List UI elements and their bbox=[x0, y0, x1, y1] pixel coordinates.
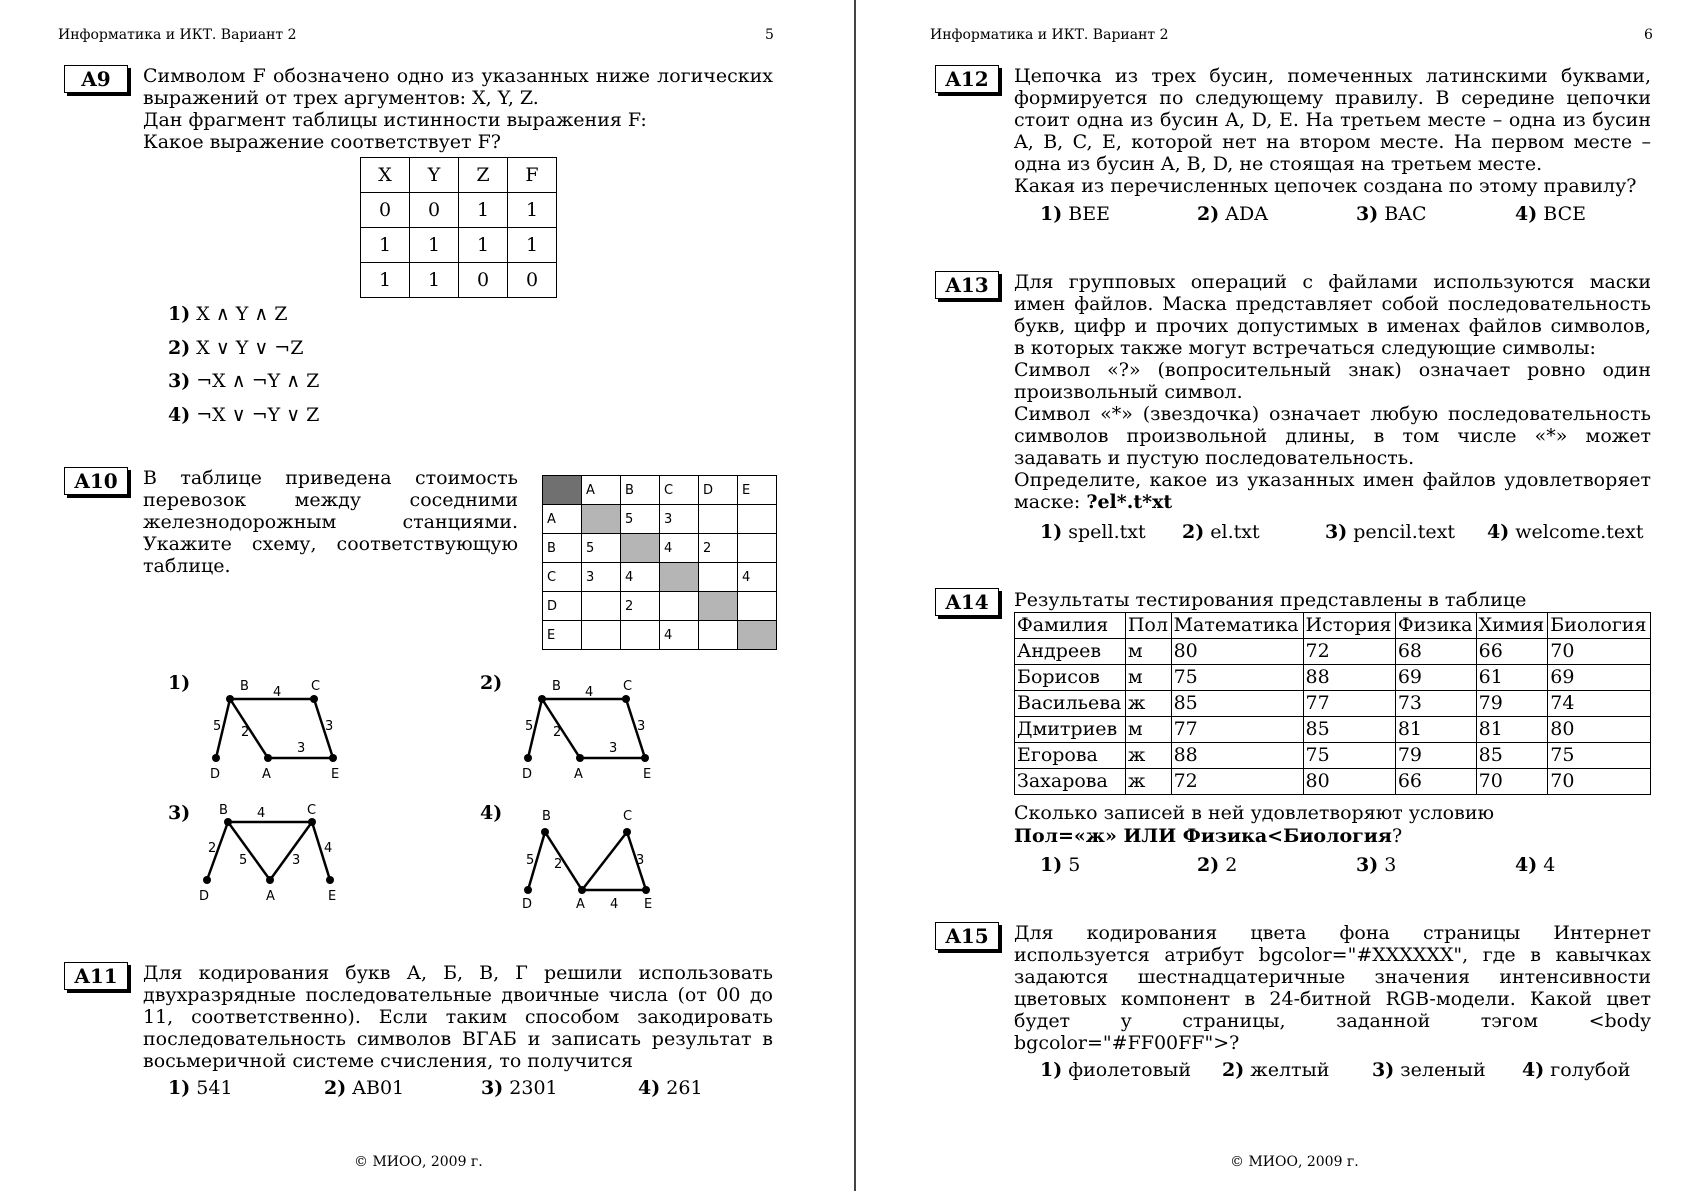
truth-table-cell: 0 bbox=[508, 263, 557, 298]
a13-mask: ?el*.t*xt bbox=[1086, 491, 1173, 513]
a13-line: Определите, какое из указанных имен файлов удовлетворяет bbox=[1014, 469, 1651, 491]
question-label-a12: A12 bbox=[935, 65, 999, 93]
a14-condition-end: ? bbox=[1391, 825, 1403, 847]
option-text: фиолетовый bbox=[1068, 1059, 1191, 1081]
question-label-a9: A9 bbox=[64, 65, 128, 93]
option-text: ADA bbox=[1225, 203, 1268, 225]
a13-line: Символ «?» (вопросительный знак) означает ровно один bbox=[1014, 359, 1651, 381]
a12-line: формируется по следующему правилу. В середине цепочки bbox=[1014, 87, 1651, 109]
table-cell: Дмитриев bbox=[1015, 717, 1126, 743]
a15-option-2[interactable] bbox=[1222, 1059, 1329, 1081]
graph-weight-label: 4 bbox=[324, 841, 333, 856]
truth-table-cell: 1 bbox=[459, 228, 508, 263]
a10-line: В таблице приведена стоимость bbox=[143, 467, 518, 489]
left-page-number: 5 bbox=[765, 27, 774, 43]
option-text: BCE bbox=[1543, 203, 1586, 225]
graph-node-label: A bbox=[574, 767, 583, 782]
a15-line: будет у страницы, заданной тэгом <body bbox=[1014, 1010, 1651, 1032]
truth-table-cell: 1 bbox=[361, 228, 410, 263]
a15-line: цветовых компонент в 24-битной RGB-модели. Какой цвет bbox=[1014, 988, 1651, 1010]
truth-table-cell: 0 bbox=[361, 193, 410, 228]
a14-condition: Пол=«ж» ИЛИ Физика<Биология bbox=[1014, 825, 1392, 847]
results-table-header-row bbox=[1015, 613, 1651, 639]
a15-option-3[interactable] bbox=[1372, 1059, 1486, 1081]
a9-option-1[interactable] bbox=[168, 303, 288, 325]
table-cell: 88 bbox=[1171, 743, 1303, 769]
a9-line: Символом F обозначено одно из указанных ниже логических bbox=[143, 65, 773, 87]
results-table-header: Пол bbox=[1125, 613, 1171, 639]
table-cell: ж bbox=[1125, 691, 1171, 717]
graph-weight-label: 2 bbox=[554, 857, 563, 872]
cost-table-cell bbox=[660, 592, 699, 621]
table-cell: Егорова bbox=[1015, 743, 1126, 769]
option-number: 1) bbox=[1040, 1059, 1063, 1081]
results-table bbox=[1014, 612, 1651, 795]
cost-table-header: E bbox=[738, 476, 777, 505]
graph-weight-label: 2 bbox=[241, 725, 250, 740]
table-cell: 75 bbox=[1303, 743, 1395, 769]
cost-table-row-label: D bbox=[543, 592, 582, 621]
option-text: AB01 bbox=[352, 1077, 405, 1099]
a11-option-4[interactable] bbox=[638, 1077, 703, 1099]
table-cell: 69 bbox=[1548, 665, 1651, 691]
option-number: 1) bbox=[168, 1077, 191, 1099]
a12-line: Цепочка из трех бусин, помеченных латинскими буквами, bbox=[1014, 65, 1651, 87]
a13-mask-prefix: маске: bbox=[1014, 491, 1081, 513]
a14-intro: Результаты тестирования представлены в таблице bbox=[1014, 589, 1527, 611]
table-cell: 66 bbox=[1395, 769, 1476, 795]
cost-table-cell: 5 bbox=[621, 505, 660, 534]
results-table-header: Математика bbox=[1171, 613, 1303, 639]
table-cell: 72 bbox=[1303, 639, 1395, 665]
option-number: 3) bbox=[481, 1077, 504, 1099]
option-number: 4) bbox=[638, 1077, 661, 1099]
cost-table-row-label: A bbox=[543, 505, 582, 534]
a15-line: задаются шестнадцатеричные значения интенсивности bbox=[1014, 966, 1651, 988]
option-number: 2) bbox=[1197, 203, 1220, 225]
a13-line: имен файлов. Маска представляет собой последовательность bbox=[1014, 293, 1651, 315]
option-number: 3) bbox=[168, 370, 191, 392]
graph-node-label: D bbox=[522, 897, 533, 912]
truth-table bbox=[360, 157, 557, 298]
cost-table-cell: 5 bbox=[582, 534, 621, 563]
cost-table-header: B bbox=[621, 476, 660, 505]
graph-node-label: C bbox=[623, 679, 633, 694]
option-number: 1) bbox=[1040, 203, 1063, 225]
truth-table-cell: 1 bbox=[508, 193, 557, 228]
table-cell: 85 bbox=[1303, 717, 1395, 743]
a9-line: выражений от трех аргументов: X, Y, Z. bbox=[143, 87, 539, 109]
a11-line: последовательность символов ВГАБ и записать результат в bbox=[143, 1028, 773, 1050]
graph-node-label: B bbox=[219, 803, 228, 818]
results-table-header: История bbox=[1303, 613, 1395, 639]
a14-condition-line bbox=[1014, 825, 1402, 847]
cost-table-cell bbox=[582, 505, 621, 534]
truth-table-cell: 0 bbox=[410, 193, 459, 228]
a15-line: Для кодирования цвета фона страницы Интернет bbox=[1014, 922, 1651, 944]
graph-weight-label: 4 bbox=[257, 806, 266, 821]
truth-table-cell: 1 bbox=[361, 263, 410, 298]
a9-option-4[interactable] bbox=[168, 404, 319, 426]
table-cell: 72 bbox=[1171, 769, 1303, 795]
a14-question: Сколько записей в ней удовлетворяют условию bbox=[1014, 802, 1495, 824]
option-text: BAC bbox=[1384, 203, 1427, 225]
option-text: spell.txt bbox=[1068, 521, 1146, 543]
table-cell: 70 bbox=[1548, 769, 1651, 795]
table-cell: 69 bbox=[1395, 665, 1476, 691]
left-footer: © МИОО, 2009 г. bbox=[354, 1154, 483, 1170]
option-text: pencil.text bbox=[1353, 521, 1455, 543]
truth-table-cell: 1 bbox=[508, 228, 557, 263]
a10-line: перевозок между соседними bbox=[143, 489, 518, 511]
option-text: 3 bbox=[1384, 854, 1397, 876]
graph-node-label: B bbox=[542, 809, 551, 824]
table-cell: м bbox=[1125, 665, 1171, 691]
cost-table-cell: 4 bbox=[738, 563, 777, 592]
graph-weight-label: 2 bbox=[208, 841, 217, 856]
option-number: 4) bbox=[1487, 521, 1510, 543]
option-number: 1) bbox=[1040, 521, 1063, 543]
question-label-a14: A14 bbox=[935, 588, 999, 616]
option-number: 2) bbox=[324, 1077, 347, 1099]
a9-line: Дан фрагмент таблицы истинности выражения F: bbox=[143, 109, 647, 131]
cost-table-corner bbox=[543, 476, 582, 505]
a13-option-4[interactable] bbox=[1487, 521, 1643, 543]
graph-weight-label: 4 bbox=[273, 685, 282, 700]
cost-table-header: A bbox=[582, 476, 621, 505]
option-number: 1) bbox=[1040, 854, 1063, 876]
a13-line: букв, цифр и прочих допустимых в именах файлов символов, bbox=[1014, 315, 1651, 337]
cost-table-cell bbox=[738, 592, 777, 621]
a12-option-2[interactable] bbox=[1197, 203, 1268, 225]
cost-table-row-label: C bbox=[543, 563, 582, 592]
results-table-header: Физика bbox=[1395, 613, 1476, 639]
graph-node-label: E bbox=[644, 897, 653, 912]
graph-node-label: A bbox=[576, 897, 585, 912]
cost-table-row-label: B bbox=[543, 534, 582, 563]
cost-table-cell bbox=[582, 592, 621, 621]
a15-text bbox=[1014, 922, 1651, 1054]
cost-table-cell: 4 bbox=[660, 621, 699, 650]
a10-option-3[interactable]: 3) bbox=[168, 802, 191, 824]
graph-node-label: B bbox=[240, 679, 249, 694]
option-number: 3) bbox=[1356, 854, 1379, 876]
a13-mask-line bbox=[1014, 491, 1651, 513]
graph-node-label: D bbox=[522, 767, 533, 782]
a10-text bbox=[143, 467, 518, 577]
a14-option-3[interactable] bbox=[1356, 854, 1396, 876]
graph-weight-label: 3 bbox=[609, 741, 618, 756]
a10-option-1[interactable]: 1) bbox=[168, 672, 191, 694]
question-label-a15: A15 bbox=[935, 922, 999, 950]
table-cell: ж bbox=[1125, 769, 1171, 795]
a15-line: используется атрибут bgcolor="#XXXXXX", где в кавычках bbox=[1014, 944, 1651, 966]
a14-option-4[interactable] bbox=[1515, 854, 1555, 876]
table-cell: 81 bbox=[1395, 717, 1476, 743]
option-text: голубой bbox=[1550, 1059, 1631, 1081]
truth-table-header: Z bbox=[459, 158, 508, 193]
a11-line: двухразрядные последовательные двоичные числа (от 00 до bbox=[143, 984, 773, 1006]
a10-line: Укажите схему, соответствующую bbox=[143, 533, 518, 555]
results-table-header: Химия bbox=[1476, 613, 1548, 639]
truth-table-cell: 1 bbox=[410, 263, 459, 298]
table-cell: 75 bbox=[1548, 743, 1651, 769]
truth-table-cell: 1 bbox=[459, 193, 508, 228]
table-cell: 80 bbox=[1171, 639, 1303, 665]
option-text: желтый bbox=[1250, 1059, 1330, 1081]
cost-table-cell: 3 bbox=[582, 563, 621, 592]
a12-line: одна из бусин A, B, D, не стоящая на третьем месте. bbox=[1014, 153, 1543, 175]
a11-line: Для кодирования букв А, Б, В, Г решили использовать bbox=[143, 962, 773, 984]
option-text: ¬X ∨ ¬Y ∨ Z bbox=[196, 404, 320, 426]
table-cell: 75 bbox=[1171, 665, 1303, 691]
graph-diagram-4 bbox=[512, 802, 672, 912]
a10-option-4[interactable]: 4) bbox=[480, 802, 503, 824]
option-text: el.txt bbox=[1210, 521, 1260, 543]
truth-table-header: F bbox=[508, 158, 557, 193]
table-cell: м bbox=[1125, 639, 1171, 665]
graph-node-label: D bbox=[210, 767, 221, 782]
table-cell: м bbox=[1125, 717, 1171, 743]
cost-table-cell bbox=[699, 563, 738, 592]
graph-weight-label: 5 bbox=[213, 719, 222, 734]
table-row bbox=[1015, 769, 1651, 795]
option-text: 2301 bbox=[509, 1077, 558, 1099]
cost-table-cell bbox=[621, 621, 660, 650]
a12-option-3[interactable] bbox=[1356, 203, 1427, 225]
cost-table-cell bbox=[738, 505, 777, 534]
truth-table-cell: 0 bbox=[459, 263, 508, 298]
a13-line: Символ «*» (звездочка) означает любую последовательность bbox=[1014, 403, 1651, 425]
cost-table-cell: 2 bbox=[699, 534, 738, 563]
right-page-number: 6 bbox=[1644, 27, 1653, 43]
option-number: 1) bbox=[168, 303, 191, 325]
graph-diagram-3 bbox=[192, 800, 352, 910]
a9-option-2[interactable] bbox=[168, 337, 303, 359]
a12-question: Какая из перечисленных цепочек создана по этому правилу? bbox=[1014, 175, 1637, 197]
question-label-a11: A11 bbox=[64, 962, 128, 990]
graph-weight-label: 3 bbox=[636, 853, 645, 868]
option-number: 2) bbox=[1197, 854, 1220, 876]
graph-node-label: E bbox=[643, 767, 652, 782]
cost-table-header: C bbox=[660, 476, 699, 505]
cost-table-row-label: E bbox=[543, 621, 582, 650]
table-cell: 85 bbox=[1476, 743, 1548, 769]
cost-table-cell bbox=[699, 505, 738, 534]
table-cell: Андреев bbox=[1015, 639, 1126, 665]
graph-weight-label: 5 bbox=[525, 719, 534, 734]
option-number: 4) bbox=[168, 404, 191, 426]
cost-table-cell: 4 bbox=[660, 534, 699, 563]
table-cell: 74 bbox=[1548, 691, 1651, 717]
a9-option-3[interactable] bbox=[168, 370, 319, 392]
graph-node-label: C bbox=[307, 803, 317, 818]
results-table-header: Биология bbox=[1548, 613, 1651, 639]
option-number: 3) bbox=[1325, 521, 1348, 543]
table-cell: 77 bbox=[1171, 717, 1303, 743]
option-number: 4) bbox=[1522, 1059, 1545, 1081]
a10-line: таблице. bbox=[143, 555, 231, 577]
table-row bbox=[1015, 743, 1651, 769]
a11-line: 11, соответственно). Если таким способом закодировать bbox=[143, 1006, 773, 1028]
table-cell: Васильева bbox=[1015, 691, 1126, 717]
a13-option-2[interactable] bbox=[1182, 521, 1260, 543]
table-row bbox=[1015, 717, 1651, 743]
cost-table-cell bbox=[699, 592, 738, 621]
table-cell: Захарова bbox=[1015, 769, 1126, 795]
a14-option-1[interactable] bbox=[1040, 854, 1080, 876]
graph-node-label: D bbox=[199, 889, 210, 904]
truth-table-cell: 1 bbox=[410, 228, 459, 263]
a12-line: A, B, C, E, которой нет на втором месте. На первом месте – bbox=[1014, 131, 1651, 153]
table-cell: 61 bbox=[1476, 665, 1548, 691]
table-row bbox=[1015, 691, 1651, 717]
a13-line: задавать и пустую последовательность. bbox=[1014, 447, 1415, 469]
question-label-a10: A10 bbox=[64, 467, 128, 495]
a13-line: символов произвольной длины, в том числе «*» может bbox=[1014, 425, 1651, 447]
option-text: 2 bbox=[1225, 854, 1238, 876]
graph-weight-label: 3 bbox=[297, 741, 306, 756]
a12-text bbox=[1014, 65, 1651, 197]
table-cell: 73 bbox=[1395, 691, 1476, 717]
table-cell: 68 bbox=[1395, 639, 1476, 665]
graph-weight-label: 2 bbox=[553, 725, 562, 740]
a11-option-1[interactable] bbox=[168, 1077, 233, 1099]
cost-table-cell bbox=[738, 621, 777, 650]
option-number: 4) bbox=[1515, 854, 1538, 876]
a15-option-4[interactable] bbox=[1522, 1059, 1630, 1081]
table-cell: 70 bbox=[1548, 639, 1651, 665]
question-label-a13: A13 bbox=[935, 271, 999, 299]
a15-option-1[interactable] bbox=[1040, 1059, 1191, 1081]
a9-text bbox=[143, 65, 773, 153]
table-cell: 88 bbox=[1303, 665, 1395, 691]
a13-line: произвольный символ. bbox=[1014, 381, 1243, 403]
table-row bbox=[1015, 639, 1651, 665]
table-cell: 81 bbox=[1476, 717, 1548, 743]
graph-node-label: E bbox=[331, 767, 340, 782]
truth-table-header: X bbox=[361, 158, 410, 193]
a13-text bbox=[1014, 271, 1651, 513]
cost-table-header: D bbox=[699, 476, 738, 505]
option-text: welcome.text bbox=[1515, 521, 1644, 543]
graph-weight-label: 4 bbox=[585, 685, 594, 700]
table-cell: 77 bbox=[1303, 691, 1395, 717]
option-text: ¬X ∧ ¬Y ∧ Z bbox=[196, 370, 320, 392]
table-cell: ж bbox=[1125, 743, 1171, 769]
option-text: 541 bbox=[196, 1077, 233, 1099]
a12-option-4[interactable] bbox=[1515, 203, 1586, 225]
option-text: X ∧ Y ∧ Z bbox=[196, 303, 288, 325]
left-header: Информатика и ИКТ. Вариант 2 bbox=[58, 27, 297, 43]
option-number: 3) bbox=[1356, 203, 1379, 225]
cost-table-cell: 3 bbox=[660, 505, 699, 534]
graph-node-label: C bbox=[311, 679, 321, 694]
a10-option-2[interactable]: 2) bbox=[480, 672, 503, 694]
option-text: BEE bbox=[1068, 203, 1110, 225]
graph-node-label: A bbox=[266, 889, 275, 904]
table-cell: 80 bbox=[1548, 717, 1651, 743]
a13-option-3[interactable] bbox=[1325, 521, 1455, 543]
results-table-header: Фамилия bbox=[1015, 613, 1126, 639]
page-divider bbox=[854, 0, 856, 1191]
graph-node-label: E bbox=[328, 889, 337, 904]
graph-weight-label: 4 bbox=[610, 897, 619, 912]
table-cell: 79 bbox=[1476, 691, 1548, 717]
truth-table-header: Y bbox=[410, 158, 459, 193]
cost-table-cell bbox=[699, 621, 738, 650]
graph-diagram-1 bbox=[200, 672, 360, 782]
a10-line: железнодорожным станциями. bbox=[143, 511, 518, 533]
graph-weight-label: 5 bbox=[526, 853, 535, 868]
table-cell: 70 bbox=[1476, 769, 1548, 795]
option-number: 2) bbox=[1182, 521, 1205, 543]
graph-node-label: C bbox=[623, 809, 633, 824]
cost-table-cell bbox=[621, 534, 660, 563]
graph-weight-label: 3 bbox=[637, 719, 646, 734]
graph-weight-label: 3 bbox=[325, 719, 334, 734]
a13-line: в которых также могут встречаться следующие символы: bbox=[1014, 337, 1596, 359]
cost-table bbox=[542, 475, 777, 650]
option-number: 2) bbox=[168, 337, 191, 359]
a9-line: Какое выражение соответствует F? bbox=[143, 131, 501, 153]
table-row bbox=[1015, 665, 1651, 691]
a13-line: Для групповых операций с файлами используются маски bbox=[1014, 271, 1651, 293]
a13-option-1[interactable] bbox=[1040, 521, 1146, 543]
option-text: 261 bbox=[666, 1077, 703, 1099]
right-header: Информатика и ИКТ. Вариант 2 bbox=[930, 27, 1169, 43]
option-text: 4 bbox=[1543, 854, 1556, 876]
option-text: X ∨ Y ∨ ¬Z bbox=[196, 337, 304, 359]
graph-weight-label: 5 bbox=[239, 853, 248, 868]
cost-table-cell bbox=[738, 534, 777, 563]
a11-option-2[interactable] bbox=[324, 1077, 404, 1099]
graph-node-label: B bbox=[552, 679, 561, 694]
a11-option-3[interactable] bbox=[481, 1077, 558, 1099]
a12-option-1[interactable] bbox=[1040, 203, 1110, 225]
graph-node-label: A bbox=[262, 767, 271, 782]
option-number: 3) bbox=[1372, 1059, 1395, 1081]
table-cell: 80 bbox=[1303, 769, 1395, 795]
table-cell: 85 bbox=[1171, 691, 1303, 717]
graph-weight-label: 3 bbox=[292, 853, 301, 868]
table-cell: 79 bbox=[1395, 743, 1476, 769]
table-cell: Борисов bbox=[1015, 665, 1126, 691]
option-text: зеленый bbox=[1400, 1059, 1486, 1081]
cost-table-cell bbox=[582, 621, 621, 650]
a11-line: восьмеричной системе счисления, то получится bbox=[143, 1050, 634, 1072]
cost-table-cell: 4 bbox=[621, 563, 660, 592]
a11-text bbox=[143, 962, 773, 1072]
option-number: 2) bbox=[1222, 1059, 1245, 1081]
option-text: 5 bbox=[1068, 854, 1081, 876]
a12-line: стоит одна из бусин A, D, E. На третьем месте – одна из бусин bbox=[1014, 109, 1651, 131]
cost-table-cell: 2 bbox=[621, 592, 660, 621]
right-footer: © МИОО, 2009 г. bbox=[1230, 1154, 1359, 1170]
graph-diagram-2 bbox=[512, 672, 672, 782]
table-cell: 66 bbox=[1476, 639, 1548, 665]
option-number: 4) bbox=[1515, 203, 1538, 225]
cost-table-cell bbox=[660, 563, 699, 592]
a15-line: bgcolor="#FF00FF">? bbox=[1014, 1032, 1240, 1054]
a14-option-2[interactable] bbox=[1197, 854, 1237, 876]
